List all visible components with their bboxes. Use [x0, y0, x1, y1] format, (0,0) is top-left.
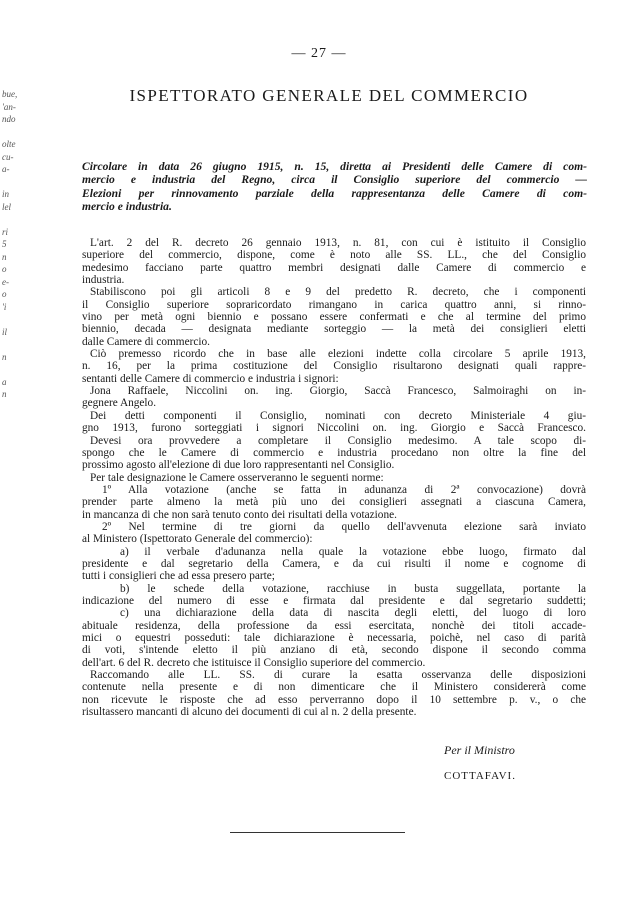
signature-name: COTTAFAVI.	[444, 770, 516, 782]
body-line: c) una dichiarazione della data di nascita degli eletti, del luogo di loro	[120, 607, 586, 620]
body-line: gno 1913, furono sorteggiati i signori Niccolini on. ing. Giorgio e Saccà Francesco.	[82, 422, 586, 435]
margin-bleed-line	[2, 313, 24, 326]
margin-bleed-line	[2, 213, 24, 226]
body-line: b) le schede della votazione, racchiuse in busta suggellata, portante la	[120, 582, 586, 595]
body-line: medesimo facciano parte quattro membri designati dalle Camere di commercio e	[82, 261, 586, 274]
signature-title: Per il Ministro	[444, 743, 515, 757]
body-line: 1º Alla votazione (anche se fatta in adunanza di 2ª convocazione) dovrà	[102, 483, 586, 496]
margin-bleed-line	[2, 126, 24, 139]
margin-bleed-line: 5	[2, 239, 7, 249]
body-line: Dei detti componenti il Consiglio, nominati con decreto Ministeriale 4 giu-	[90, 409, 586, 422]
body-line: risultassero mancanti di alcuno dei documenti di cui al n. 2 della presente.	[82, 706, 417, 719]
body-line: abituale residenza, della professione da essi esercitata, nonchè dei titoli accade-	[82, 619, 586, 632]
body-line: in mancanza di che non sarà tenuto conto dei risultati della votazione.	[82, 508, 397, 521]
heading-line: Elezioni per rinnovamento parziale della rappresentanza delle Camere di com-	[82, 186, 587, 200]
margin-bleed-line: o	[2, 264, 7, 274]
margin-bleed-line: 'an-	[2, 101, 16, 112]
body-line: vino per metà ogni biennio e possano essere confermati e che al termine del primo	[82, 311, 586, 324]
body-line: presidente e dal segretario della Camera, e da cui risulti il nome e cognome di	[82, 557, 586, 570]
body-line: Stabiliscono poi gli articoli 8 e 9 del predetto R. decreto, che i componenti	[90, 286, 586, 299]
margin-bleed-line: n	[2, 389, 7, 399]
body-line: al Ministero (Ispettorato Generale del commercio):	[82, 533, 313, 546]
margin-bleed-line: n	[2, 251, 7, 262]
body-line: il Consiglio superiore sopraricordato rimangano in carica quattro anni, si rinno-	[82, 298, 586, 311]
body-line: dalle Camere di commercio.	[82, 335, 210, 348]
margin-bleed-line	[2, 176, 24, 189]
body-line: contenute nella presente e di non dimenticare che il Ministero considererà come	[82, 681, 586, 694]
body-line: sentanti delle Camere di commercio e industria i signori:	[82, 372, 339, 385]
body-line: tutti i consiglieri che ad essa presero parte;	[82, 570, 275, 583]
body-line: gegnere Angelo.	[82, 397, 157, 410]
margin-bleed-line: a	[2, 376, 7, 387]
body-line: Jona Raffaele, Niccolini on. ing. Giorgio, Saccà Francesco, Salmoiraghi on in-	[90, 385, 586, 398]
body-line: n. 16, per la prima costituzione del Consiglio risultarono designati quali rappre-	[82, 360, 586, 373]
body-line: Ciò premesso ricordo che in base alle elezioni indette colla circolare 5 aprile 1913,	[90, 348, 586, 361]
margin-bleed-line: bue,	[2, 89, 18, 99]
margin-bleed-line: e-	[2, 276, 9, 287]
margin-bleed-line: o	[2, 289, 7, 299]
heading-line: mercio e industria.	[82, 200, 172, 214]
body-line: Devesi ora provvedere a completare il Consiglio medesimo. A tale scopo di-	[90, 434, 586, 447]
body-line: mici o equestri posseduti: tale dichiarazione è necessaria, poichè, nel caso di parità	[82, 632, 586, 644]
body-line: 2º Nel termine di tre giorni da quello dell'avvenuta elezione sarà inviato	[102, 520, 586, 533]
body-line: dell'art. 6 del R. decreto che istituisce il Consiglio superiore del commercio.	[82, 656, 426, 669]
margin-bleed-line	[2, 363, 24, 376]
body-line: biennio, decada — designata mediante sorteggio — la metà dei consiglieri eletti	[82, 323, 586, 336]
margin-bleed-line: ndo	[2, 114, 16, 124]
body-line: Raccomando alle LL. SS. di curare la esatta osservanza delle disposizioni	[90, 669, 586, 682]
body-line: Per tale designazione le Camere osserveranno le seguenti norme:	[90, 471, 384, 484]
body-line: non ricevute le risposte che ad esso perverranno dopo il 10 settembre p. v., o che	[82, 693, 586, 706]
margin-bleed-line: cu-	[2, 151, 14, 162]
body-line: industria.	[82, 274, 125, 287]
margin-bleed-line: il	[2, 326, 8, 337]
margin-bleed-line: ri	[2, 226, 9, 237]
heading-line: mercio e industria del Regno, circa il Consiglio superiore del commercio —	[82, 173, 587, 187]
margin-bleed-line: a-	[2, 164, 10, 174]
heading-line: Circolare in data 26 giugno 1915, n. 15, diretta ai Presidenti delle Camere di com-	[82, 160, 587, 173]
margin-bleed-line	[2, 338, 24, 351]
body-line: superiore del commercio, dispone, come è noto alle SS. LL., che del Consiglio	[82, 249, 586, 262]
body-line: L'art. 2 del R. decreto 26 gennaio 1913, n. 81, con cui è istituito il Consiglio	[90, 237, 586, 249]
office-title: ISPETTORATO GENERALE DEL COMMERCIO	[129, 86, 529, 105]
body-line: prossimo agosto all'elezione di due loro rappresentanti nel Consiglio.	[82, 459, 395, 472]
body-line: di voti, s'intende eletto il più anziano di età, secondo dispone il secondo comma	[82, 644, 586, 657]
margin-bleed-line: olte	[2, 139, 16, 149]
page-number: — 27 —	[291, 46, 347, 61]
circular-body	[82, 237, 586, 718]
margin-bleed-line: lel	[2, 201, 11, 212]
margin-bleed-line: in	[2, 189, 10, 199]
body-line: prender parte almeno la metà più uno dei consiglieri assegnati a ciascuna Camera,	[82, 496, 586, 509]
body-line: spongo che le Camere di commercio e industria procedano non oltre la fine del	[82, 446, 586, 459]
circular-heading	[82, 160, 587, 214]
margin-bleed-text	[2, 88, 24, 401]
body-line: a) il verbale d'adunanza nella quale la votazione ebbe luogo, firmato dal	[120, 545, 586, 558]
margin-bleed-line: 'i	[2, 301, 7, 312]
end-rule	[230, 832, 405, 833]
margin-bleed-line: n	[2, 351, 7, 362]
body-line: indicazione del numero di esse e firmata dal presidente e dal segretario suddetti;	[82, 594, 586, 607]
